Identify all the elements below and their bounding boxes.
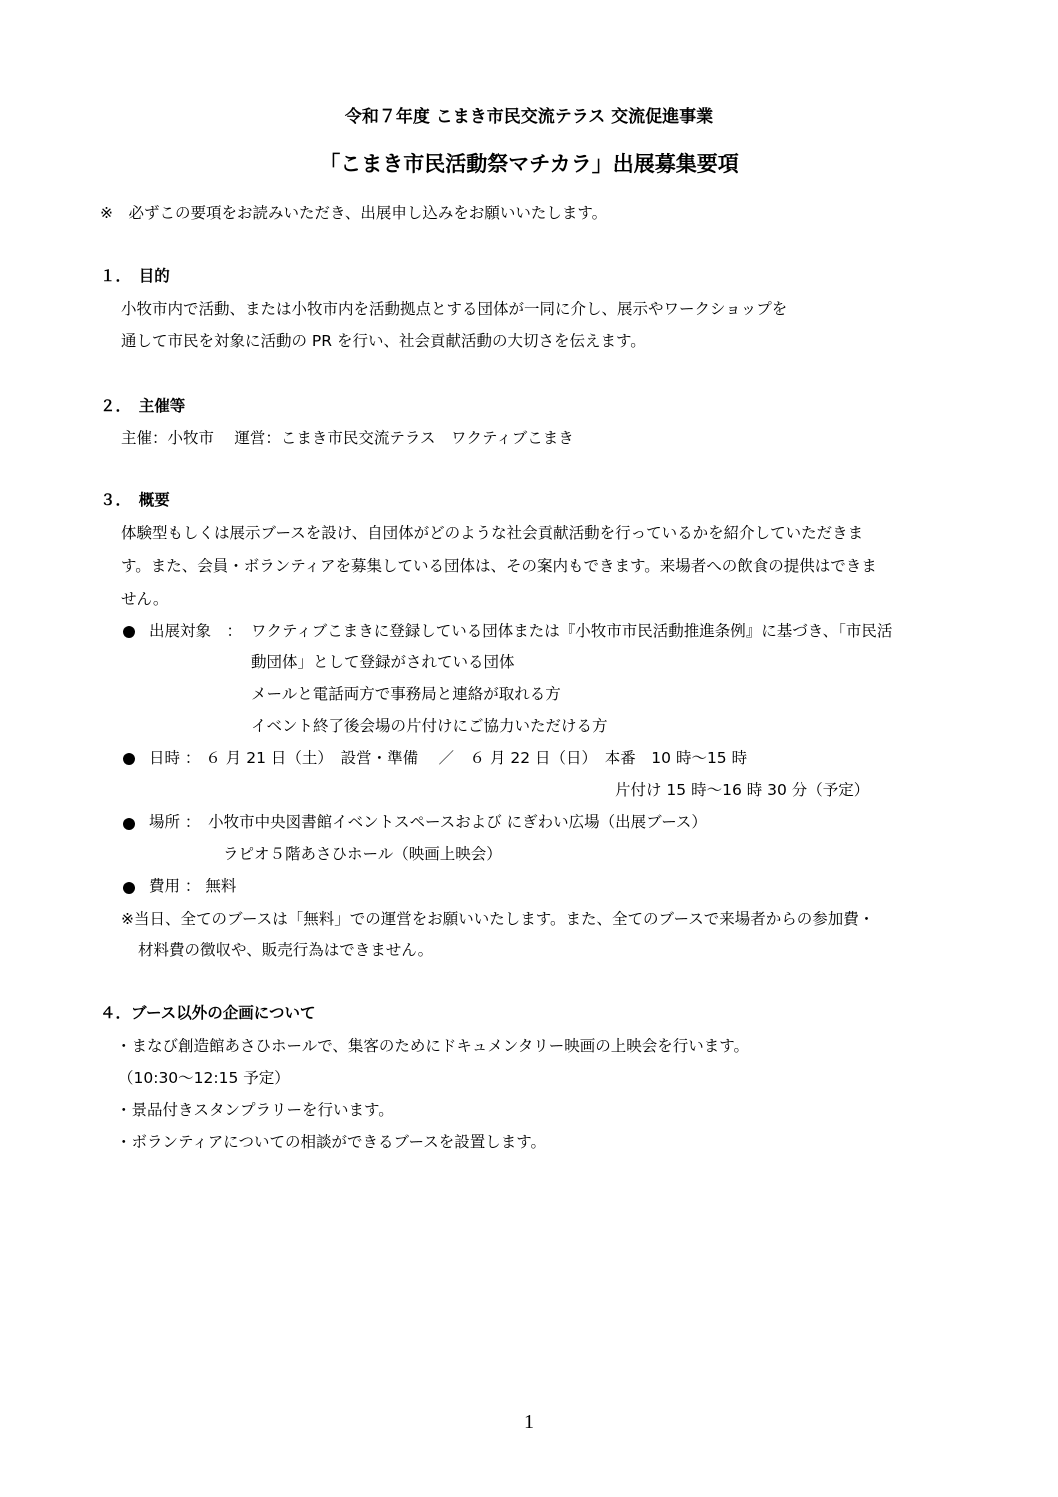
target-label: 出展対象 ： [149, 622, 243, 640]
section-2-organizers: 主催：小牧市 運営：こまき市民交流テラス ワクティブこまき [121, 429, 574, 447]
datetime-line-2: 片付け 15 時～16 時 30 分（予定） [615, 781, 870, 799]
remark-line-2: 材料費の徴収や、販売行為はできません。 [138, 941, 434, 959]
bullet-icon [123, 626, 135, 638]
document-subtitle: 令和７年度 こまき市民交流テラス 交流促進事業 [344, 107, 714, 127]
fee-line: 費用 ： 無料 [149, 877, 237, 895]
section-4-line-3: ・景品付きスタンプラリーを行います。 [116, 1101, 394, 1119]
section-1-line-1: 小牧市内で活動、または小牧市内を活動拠点とする団体が一同に介し、展示やワークショップを [121, 300, 788, 318]
section-4-line-1: ・まなび創造館あさひホールで、集客のためにドキュメンタリー映画の上映会を行います。 [116, 1037, 750, 1055]
place-line-1: 場所 ： 小牧市中央図書館イベントスペースおよび にぎわい広場（出展ブース） [149, 813, 707, 831]
section-1-heading: １． 目的 [100, 267, 170, 285]
target-line-4: イベント終了後会場の片付けにご協力いただける方 [251, 717, 608, 735]
target-line-3: メールと電話両方で事務局と連絡が取れる方 [251, 685, 561, 703]
section-2-heading: ２． 主催等 [100, 397, 186, 415]
document-title: 「こまき市民活動祭マチカラ」出展募集要項 [319, 152, 739, 176]
section-3-intro-line-2: す。また、会員・ボランティアを募集している団体は、その案内もできます。来場者への飲食の提供はできま [121, 557, 877, 575]
place-line-2: ラピオ５階あさひホール（映画上映会） [223, 845, 502, 863]
remark-line-1: ※当日、全てのブースは「無料」での運営をお願いいたします。また、全てのブースで来場者からの参加費・ [121, 910, 875, 928]
target-line-1: ワクティブこまきに登録している団体または『小牧市市民活動推進条例』に基づき、「市民活 [251, 622, 893, 640]
section-3-intro-line-1: 体験型もしくは展示ブースを設け、自団体がどのような社会貢献活動を行っているかを紹介していただきま [121, 524, 864, 542]
target-line-2: 動団体」として登録がされている団体 [251, 653, 515, 671]
section-4-line-2: （10:30～12:15 予定） [118, 1069, 290, 1087]
section-4-line-4: ・ボランティアについての相談ができるブースを設置します。 [116, 1133, 546, 1151]
bullet-icon [123, 818, 135, 830]
intro-note: ※ 必ずこの要項をお読みいただき、出展申し込みをお願いいたします。 [100, 204, 608, 222]
section-3-heading: ３． 概要 [100, 491, 170, 509]
section-3-intro-line-3: せん。 [121, 590, 169, 608]
datetime-line-1: 日時 ： ６ 月 21 日（土） 設営・準備 ／ ６ 月 22 日（日） 本番 10 時～15 時 [149, 749, 748, 767]
section-1-line-2: 通して市民を対象に活動の PR を行い、社会貢献活動の大切さを伝えます。 [121, 332, 646, 350]
bullet-icon [123, 882, 135, 894]
section-4-heading: ４．ブース以外の企画について [100, 1004, 316, 1022]
bullet-icon [123, 753, 135, 765]
page-number: 1 [524, 1411, 534, 1433]
